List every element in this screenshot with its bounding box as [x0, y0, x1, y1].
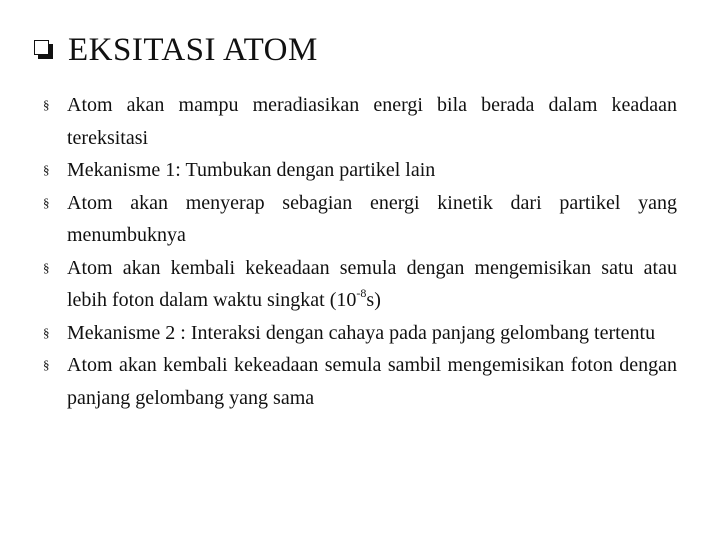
time-base: (10	[329, 289, 357, 311]
list-item-text: Atom akan kembali kekeadaan semula dengan mengemisikan satu atau lebih foton dalam waktu singkat	[67, 256, 677, 311]
list-item	[43, 252, 677, 317]
list-item	[43, 89, 677, 154]
checkbox-bullet-icon	[34, 40, 54, 60]
time-value	[329, 286, 381, 311]
slide-title: EKSITASI ATOM	[68, 32, 318, 68]
section-bullet-icon: §	[43, 194, 50, 210]
section-bullet-icon: §	[43, 259, 50, 275]
list-item-text: Atom akan menyerap sebagian energi kinetik dari partikel yang menumbuknya	[67, 191, 677, 246]
list-item-text: Mekanisme 2 : Interaksi dengan cahaya pada panjang gelombang tertentu	[67, 321, 656, 344]
time-exponent: -8	[356, 286, 367, 301]
bullet-list	[43, 89, 677, 414]
list-item	[43, 154, 677, 187]
section-bullet-icon: §	[43, 357, 50, 372]
section-bullet-icon: §	[43, 324, 50, 340]
list-item-text: Mekanisme 1: Tumbukan dengan partikel lain	[67, 159, 436, 181]
list-item	[43, 349, 677, 414]
list-item	[43, 187, 677, 252]
time-unit: s)	[366, 289, 381, 311]
list-item-text: Atom akan kembali kekeadaan semula sambil mengemisikan foton dengan panjang gelombang yang sama	[67, 354, 677, 409]
section-bullet-icon: §	[43, 97, 50, 112]
list-item	[43, 317, 677, 350]
list-item-text: Atom akan mampu meradiasikan energi bila berada dalam keadaan tereksitasi	[67, 94, 677, 149]
section-bullet-icon: §	[43, 162, 50, 177]
slide-title-row	[34, 30, 318, 70]
